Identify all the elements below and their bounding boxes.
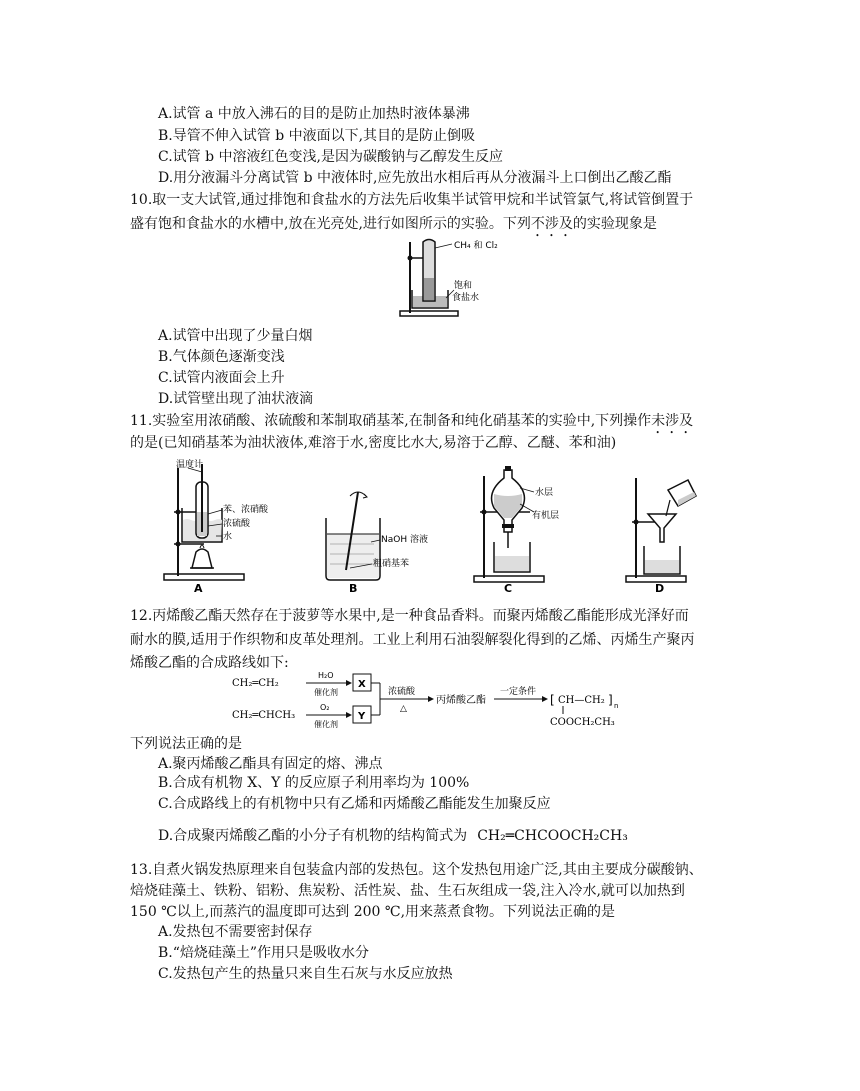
q10-fig-gas-label: CH₄ 和 Cl₂ bbox=[454, 241, 498, 251]
q9-option-b: B.导管不伸入试管 b 中液面以下,其目的是防止倒吸 bbox=[158, 128, 476, 144]
scheme-r2-bottom: 催化剂 bbox=[314, 720, 338, 729]
scheme-cond-bottom: △ bbox=[400, 704, 407, 714]
scheme-product: 丙烯酸乙酯 bbox=[436, 695, 486, 706]
q9-option-d: D.用分液漏斗分离试管 b 中液体时,应先放出水相后再从分液漏斗上口倒出乙酸乙酯 bbox=[158, 170, 672, 186]
q13-stem-line3: 150 ℃以上,而蒸汽的温度即可达到 200 ℃,用来蒸煮食物。下列说法正确的是 bbox=[130, 904, 616, 920]
q10-figure bbox=[398, 238, 508, 320]
scheme-polymer-n: n bbox=[614, 702, 619, 710]
q10-stem-line2: 盛有饱和食盐水的水槽中,放在光亮处,进行如图所示的实验。下列不涉及的实验现象是 bbox=[130, 216, 657, 232]
q11-figure-b bbox=[316, 478, 456, 594]
q11-figure-d bbox=[622, 470, 712, 594]
q12-stem-line1: 12.丙烯酸乙酯天然存在于菠萝等水果中,是一种食品香料。而聚丙烯酸乙酯能形成光泽好而 bbox=[130, 608, 689, 624]
q11-figb-label-naoh: NaOH 溶液 bbox=[381, 535, 428, 545]
scheme-cond-top: 浓硫酸 bbox=[388, 687, 416, 697]
q11-figa-label-water: 水 bbox=[223, 532, 233, 542]
q11-emphasis: 未涉及 bbox=[651, 413, 694, 429]
q10-fig-liquid-label-2: 食盐水 bbox=[452, 293, 480, 303]
q13-option-c: C.发热包产生的热量只来自生石灰与水反应放热 bbox=[158, 966, 453, 982]
q11-figa-label-thermometer: 温度计 bbox=[176, 460, 204, 470]
q9-option-c: C.试管 b 中溶液红色变浅,是因为碳酸钠与乙醇发生反应 bbox=[158, 149, 503, 165]
q11-figa-label-acid: 浓硫酸 bbox=[223, 519, 251, 529]
q11-figd-caption: D bbox=[655, 582, 665, 594]
q10-stem-line1: 10.取一支大试管,通过排饱和食盐水的方法先后收集半试管甲烷和半试管氯气,将试管倒置于 bbox=[130, 192, 694, 208]
q10-fig-liquid-label-1: 饱和 bbox=[454, 281, 473, 291]
scheme-ethylene: CH₂═CH₂ bbox=[232, 678, 279, 689]
q12-option-c: C.合成路线上的有机物中只有乙烯和丙烯酸乙酯能发生加聚反应 bbox=[158, 796, 551, 812]
q10-option-b: B.气体颜色逐渐变浅 bbox=[158, 349, 285, 365]
q11-stem-line2: 的是(已知硝基苯为油状液体,难溶于水,密度比水大,易溶于乙醇、乙醚、苯和油) bbox=[130, 435, 617, 451]
q11-figb-caption: B bbox=[349, 582, 358, 594]
scheme-x: X bbox=[358, 679, 366, 690]
q11-figure-a bbox=[160, 458, 290, 594]
q12-stem-line3: 烯酸乙酯的合成路线如下: bbox=[130, 655, 289, 671]
q12-option-a: A.聚丙烯酸乙酯具有固定的熔、沸点 bbox=[158, 756, 383, 772]
q12-ask: 下列说法正确的是 bbox=[130, 736, 242, 752]
q12-option-b: B.合成有机物 X、Y 的反应原子利用率均为 100% bbox=[158, 775, 470, 791]
q10-option-c: C.试管内液面会上升 bbox=[158, 370, 285, 386]
scheme-y: Y bbox=[358, 711, 366, 722]
q10-option-d: D.试管壁出现了油状液滴 bbox=[158, 391, 314, 407]
q11-stem-line1: 11.实验室用浓硝酸、浓硫酸和苯制取硝基苯,在制备和纯化硝基苯的实验中,下列操作未涉及 bbox=[130, 413, 694, 429]
scheme-polymer-main: CH—CH₂ bbox=[558, 695, 605, 706]
q12-option-d-formula: CH₂═CHCOOCH₂CH₃ bbox=[477, 828, 628, 844]
q10-emphasis: 不涉及 bbox=[530, 216, 573, 232]
q11-figc-label-water-layer: 水层 bbox=[535, 488, 554, 498]
q11-figa-caption: A bbox=[194, 582, 203, 594]
scheme-r2-top: O₂ bbox=[320, 703, 330, 712]
q9-option-a: A.试管 a 中放入沸石的目的是防止加热时液体暴沸 bbox=[158, 106, 470, 122]
q12-stem-line2: 耐水的膜,适用于作织物和皮革处理剂。工业上利用石油裂解裂化得到的乙烯、丙烯生产聚丙 bbox=[130, 632, 695, 648]
scheme-r1-top: H₂O bbox=[318, 671, 334, 680]
q12-option-d: D.合成聚丙烯酸乙酯的小分子有机物的结构简式为 CH₂═CHCOOCH₂CH₃ bbox=[158, 828, 628, 844]
q11-figc-label-organic-layer: 有机层 bbox=[532, 511, 560, 521]
poly-bracket-left: [ bbox=[550, 693, 555, 707]
q12-synthesis-scheme bbox=[232, 668, 652, 734]
q11-figa-label-benzene: 苯、浓硝酸 bbox=[223, 505, 269, 515]
scheme-polymer-sub: COOCH₂CH₃ bbox=[550, 717, 615, 728]
q13-option-a: A.发热包不需要密封保存 bbox=[158, 924, 313, 940]
scheme-r1-bottom: 催化剂 bbox=[314, 688, 338, 697]
scheme-cond2: 一定条件 bbox=[500, 687, 537, 697]
q11-figb-label-crude: 粗硝基苯 bbox=[373, 559, 410, 569]
q10-option-a: A.试管中出现了少量白烟 bbox=[158, 328, 313, 344]
q13-stem-line1: 13.自煮火锅发热原理来自包装盒内部的发热包。这个发热包用途广泛,其由主要成分碳酸钠、 bbox=[130, 862, 703, 878]
q11-figure-c bbox=[470, 462, 580, 594]
q11-figc-caption: C bbox=[504, 582, 513, 594]
q13-option-b: B.“焙烧硅藻土”作用只是吸收水分 bbox=[158, 945, 370, 961]
poly-bracket-right: ] bbox=[608, 693, 613, 707]
scheme-propene: CH₂═CHCH₃ bbox=[232, 710, 296, 721]
q13-stem-line2: 焙烧硅藻土、铁粉、铝粉、焦炭粉、活性炭、盐、生石灰组成一袋,注入冷水,就可以加热到 bbox=[130, 883, 685, 899]
